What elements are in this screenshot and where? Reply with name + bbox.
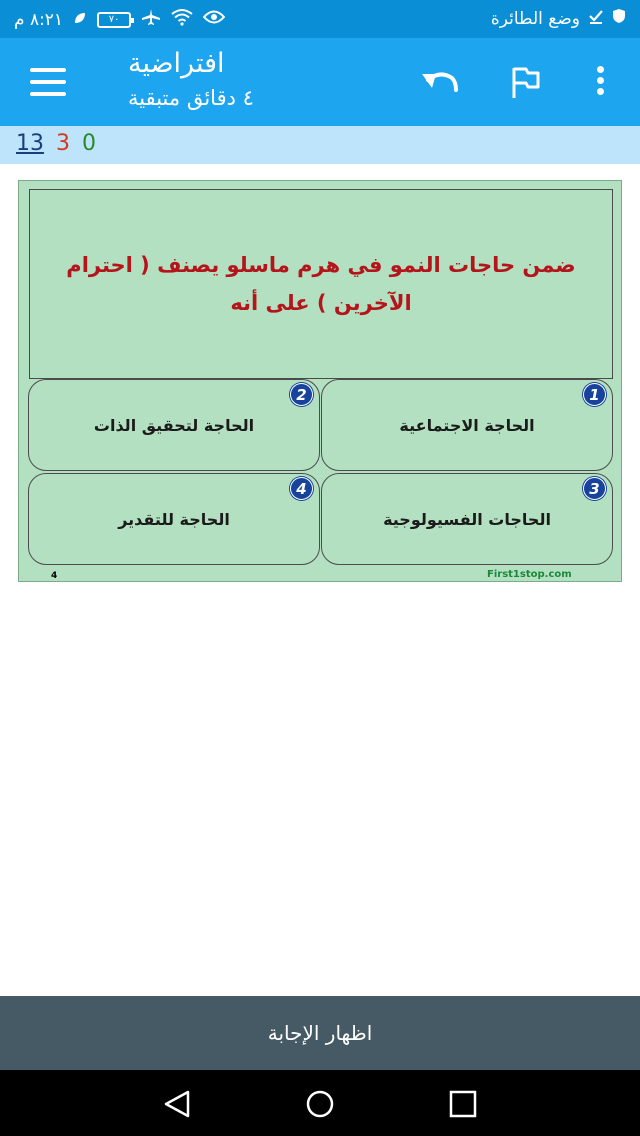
home-circle-icon — [305, 1090, 335, 1118]
option-number-badge: 4 — [290, 477, 313, 500]
leaf-icon — [73, 10, 87, 30]
question-card — [18, 180, 622, 582]
flag-icon — [506, 62, 546, 102]
wifi-icon — [171, 8, 193, 31]
more-dot-icon — [597, 77, 604, 84]
airplane-icon — [141, 8, 161, 31]
scores — [16, 131, 96, 156]
answer-option-3[interactable] — [321, 473, 613, 565]
option-number-badge: 1 — [583, 383, 606, 406]
option-label: الحاجة للتقدير — [118, 509, 230, 529]
option-number-badge: 2 — [290, 383, 313, 406]
score-strip — [0, 126, 640, 164]
option-label: الحاجة الاجتماعية — [399, 415, 535, 435]
question-text: ضمن حاجات النمو في هرم ماسلو يصنف ( احترام الآخرين ) على أنه — [66, 253, 576, 315]
menu-icon-line — [30, 80, 66, 84]
back-triangle-icon — [162, 1090, 192, 1118]
navigation-bar — [0, 1070, 640, 1136]
menu-button[interactable] — [30, 68, 66, 96]
score-correct: 0 — [82, 131, 96, 156]
option-number-badge: 3 — [583, 477, 606, 500]
nav-recent-button[interactable] — [448, 1090, 478, 1118]
menu-icon-line — [30, 68, 66, 72]
undo-button[interactable] — [418, 62, 462, 102]
option-label: الحاجات الفسيولوجية — [383, 509, 551, 529]
brand-watermark: First1stop.com — [487, 569, 572, 580]
score-wrong: 3 — [56, 131, 70, 156]
status-left — [14, 8, 225, 31]
page-title: افتراضية — [128, 48, 225, 79]
answer-option-1[interactable] — [321, 379, 613, 471]
more-dot-icon — [597, 88, 604, 95]
status-bar — [0, 0, 640, 38]
more-dot-icon — [597, 66, 604, 73]
app-bar — [0, 38, 640, 126]
flag-button[interactable] — [506, 62, 550, 102]
nav-home-button[interactable] — [305, 1090, 335, 1118]
undo-icon — [418, 62, 462, 102]
answer-option-2[interactable] — [28, 379, 320, 471]
airplane-mode-label: وضع الطائرة — [490, 8, 580, 29]
answer-option-4[interactable] — [28, 473, 320, 565]
recent-square-icon — [448, 1090, 478, 1118]
score-total[interactable]: 13 — [16, 131, 44, 156]
eye-icon — [203, 9, 225, 30]
battery-icon: ٧٠ — [97, 12, 131, 28]
show-answer-button[interactable]: اظهار الإجابة — [0, 996, 640, 1070]
check-icon — [588, 8, 604, 29]
menu-icon-line — [30, 92, 66, 96]
card-page-number: 4 — [51, 571, 58, 581]
title-block — [128, 46, 328, 114]
time-remaining: ٤ دقائق متبقية — [128, 86, 254, 110]
status-time: ٨:٢١ م — [14, 9, 64, 30]
status-right — [491, 8, 626, 29]
question-box — [29, 189, 613, 379]
option-label: الحاجة لتحقيق الذات — [93, 415, 255, 435]
nav-back-button[interactable] — [162, 1090, 192, 1118]
more-options-button[interactable] — [588, 62, 612, 102]
shield-icon — [612, 8, 626, 29]
